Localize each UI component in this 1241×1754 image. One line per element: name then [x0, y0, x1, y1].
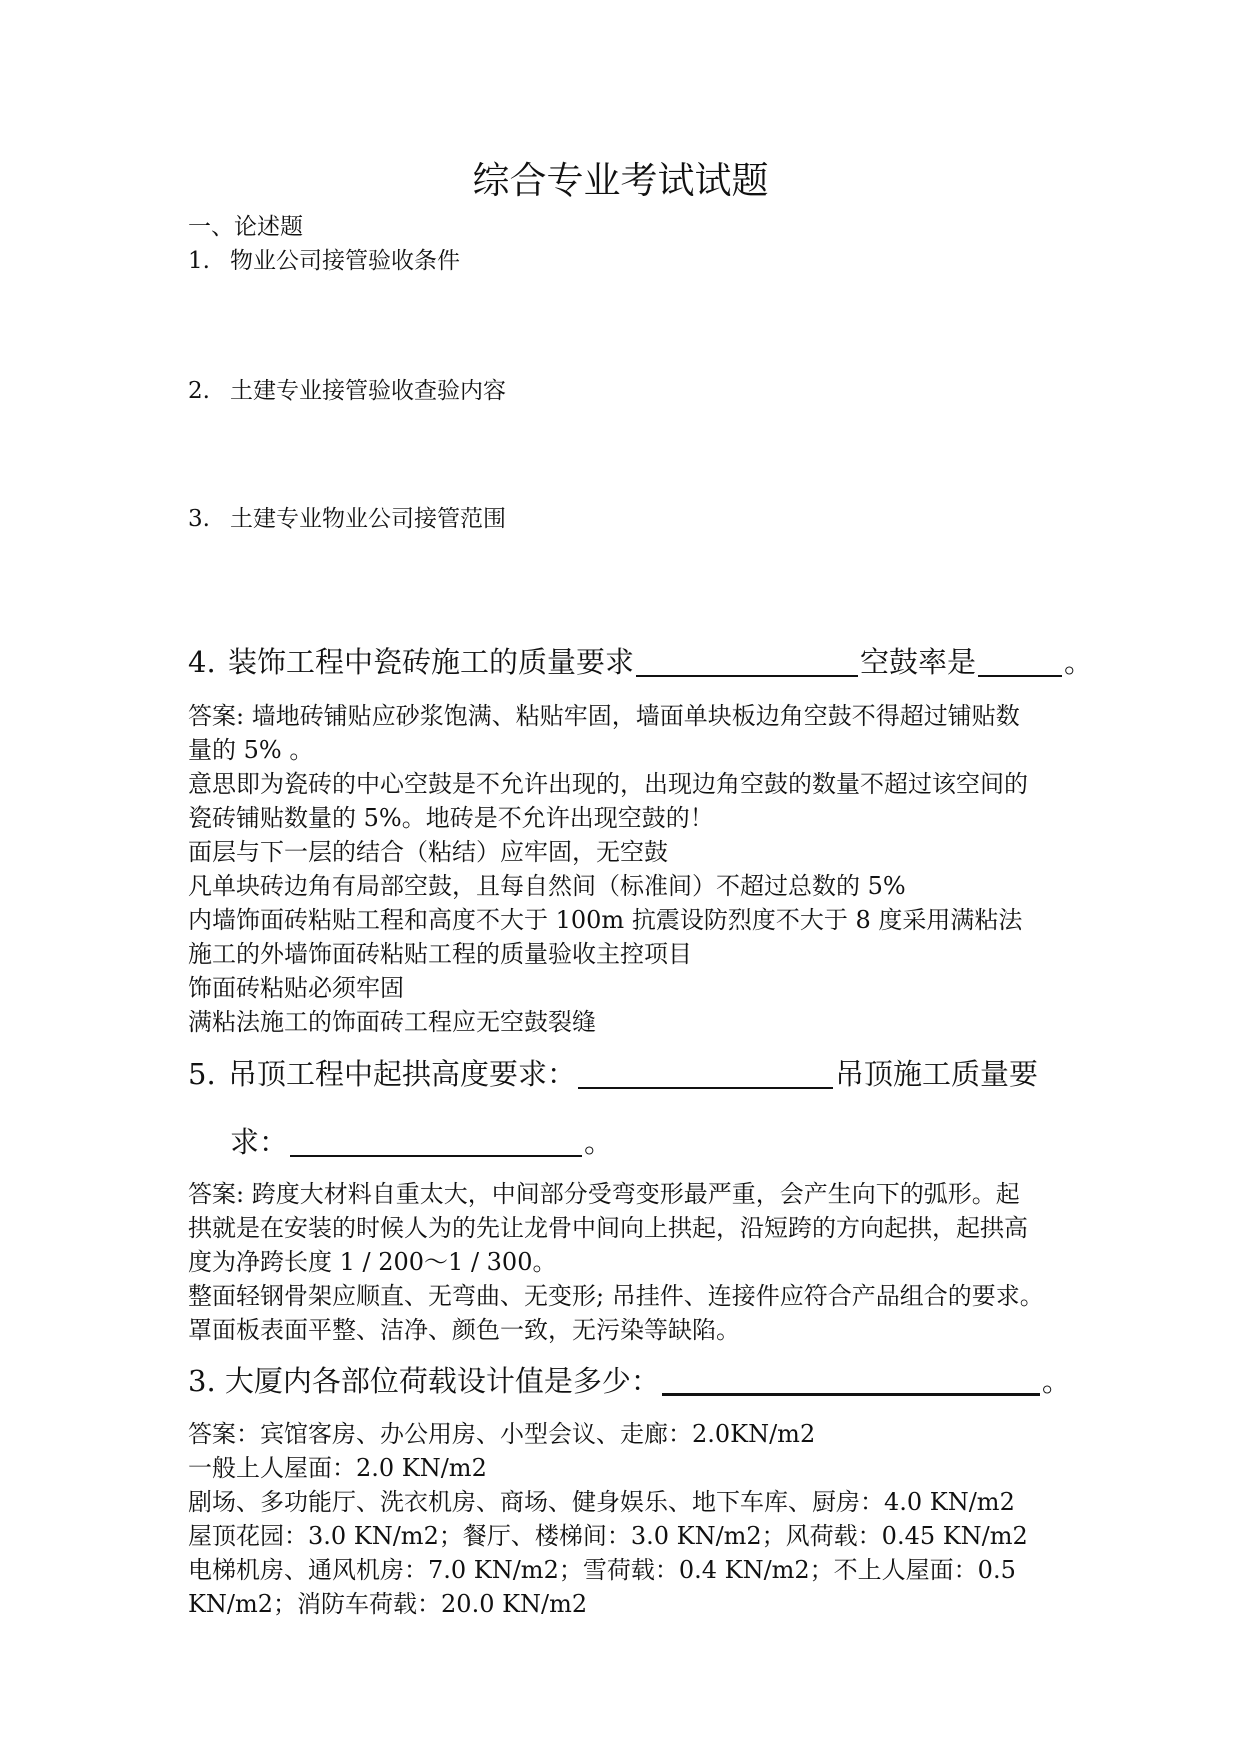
answer-line: 凡单块砖边角有局部空鼓，且每自然间（标准间）不超过总数的 5%: [188, 872, 906, 900]
question-5: [188, 1057, 1039, 1091]
question-text: 吊顶施工质量要: [835, 1057, 1039, 1091]
question-text: 3. 大厦内各部位荷载设计值是多少：: [188, 1364, 660, 1398]
question-text: 物业公司接管验收条件: [230, 248, 460, 274]
answer-line: 罩面板表面平整、洁净、颜色一致，无污染等缺陷。: [188, 1316, 740, 1344]
page-title: 综合专业考试试题: [472, 159, 769, 202]
question-2: [188, 380, 506, 403]
question-text: 吊顶工程中起拱高度要求：: [228, 1057, 577, 1091]
question-5-continued: [230, 1125, 614, 1159]
answer-line: KN/m2；消防车荷载：20.0 KN/m2: [188, 1590, 588, 1618]
answer-blank[interactable]: [662, 1367, 1040, 1396]
answer-line: 施工的外墙饰面砖粘贴工程的质量验收主控项目: [188, 940, 692, 968]
answer-line: 度为净跨长度 1 / 200～1 / 300。: [188, 1248, 557, 1276]
answer-line: 满粘法施工的饰面砖工程应无空鼓裂缝: [188, 1008, 596, 1036]
answer-line: 内墙饰面砖粘贴工程和高度不大于 100m 抗震设防烈度不大于 8 度采用满粘法: [188, 906, 1023, 934]
answer-line: 拱就是在安装的时候人为的先让龙骨中间向上拱起，沿短跨的方向起拱，起拱高: [188, 1214, 1028, 1242]
question-end: 。: [1064, 645, 1094, 679]
answer-blank[interactable]: [578, 1061, 833, 1089]
answer-line: 意思即为瓷砖的中心空鼓是不允许出现的，出现边角空鼓的数量不超过该空间的: [188, 770, 1028, 798]
question-number: 4.: [188, 645, 216, 679]
question-text: 土建专业物业公司接管范围: [230, 506, 506, 532]
question-3: [188, 508, 506, 531]
question-text: 装饰工程中瓷砖施工的质量要求: [228, 645, 635, 679]
answer-line: 答案：宾馆客房、办公用房、小型会议、走廊：2.0KN/m2: [188, 1420, 816, 1448]
question-end: 。: [1041, 1364, 1071, 1398]
answer-line: 整面轻钢骨架应顺直、无弯曲、无变形; 吊挂件、连接件应符合产品组合的要求。: [188, 1282, 1044, 1310]
answer-line: 剧场、多功能厅、洗衣机房、商场、健身娱乐、地下车库、厨房：4.0 KN/m2: [188, 1488, 1015, 1516]
answer-line: 量的 5% 。: [188, 736, 314, 764]
answer-line: 电梯机房、通风机房：7.0 KN/m2；雪荷载：0.4 KN/m2；不上人屋面：0.5: [188, 1556, 1016, 1584]
question-text: 求：: [230, 1125, 289, 1159]
question-number: 2.: [188, 378, 210, 404]
question-number: 5.: [188, 1057, 216, 1091]
question-end: 。: [584, 1125, 614, 1159]
answer-blank[interactable]: [978, 649, 1062, 677]
answer-blank[interactable]: [290, 1129, 582, 1157]
answer-line: 答案: 跨度大材料自重太大，中间部分受弯变形最严重，会产生向下的弧形。起: [188, 1180, 1020, 1208]
answer-line: 一般上人屋面：2.0 KN/m2: [188, 1454, 487, 1482]
question-4: [188, 645, 1094, 679]
answer-line: 屋顶花园：3.0 KN/m2；餐厅、楼梯间：3.0 KN/m2；风荷载：0.45 KN/m2: [188, 1522, 1028, 1550]
answer-line: 面层与下一层的结合（粘结）应牢固，无空鼓: [188, 838, 668, 866]
answer-blank[interactable]: [636, 649, 858, 677]
answer-line: 瓷砖铺贴数量的 5%。地砖是不允许出现空鼓的！: [188, 804, 714, 832]
answer-line: 答案: 墙地砖铺贴应砂浆饱满、粘贴牢固，墙面单块板边角空鼓不得超过铺贴数: [188, 702, 1020, 730]
question-text: 土建专业接管验收查验内容: [230, 378, 506, 404]
question-number: 3.: [188, 506, 210, 532]
question-1: [188, 250, 460, 273]
question-number: 1.: [188, 248, 210, 274]
answer-line: 饰面砖粘贴必须牢固: [188, 974, 404, 1002]
section-heading: 一、论述题: [188, 214, 303, 240]
question-text: 空鼓率是: [860, 645, 977, 679]
question-6: [188, 1364, 1071, 1398]
